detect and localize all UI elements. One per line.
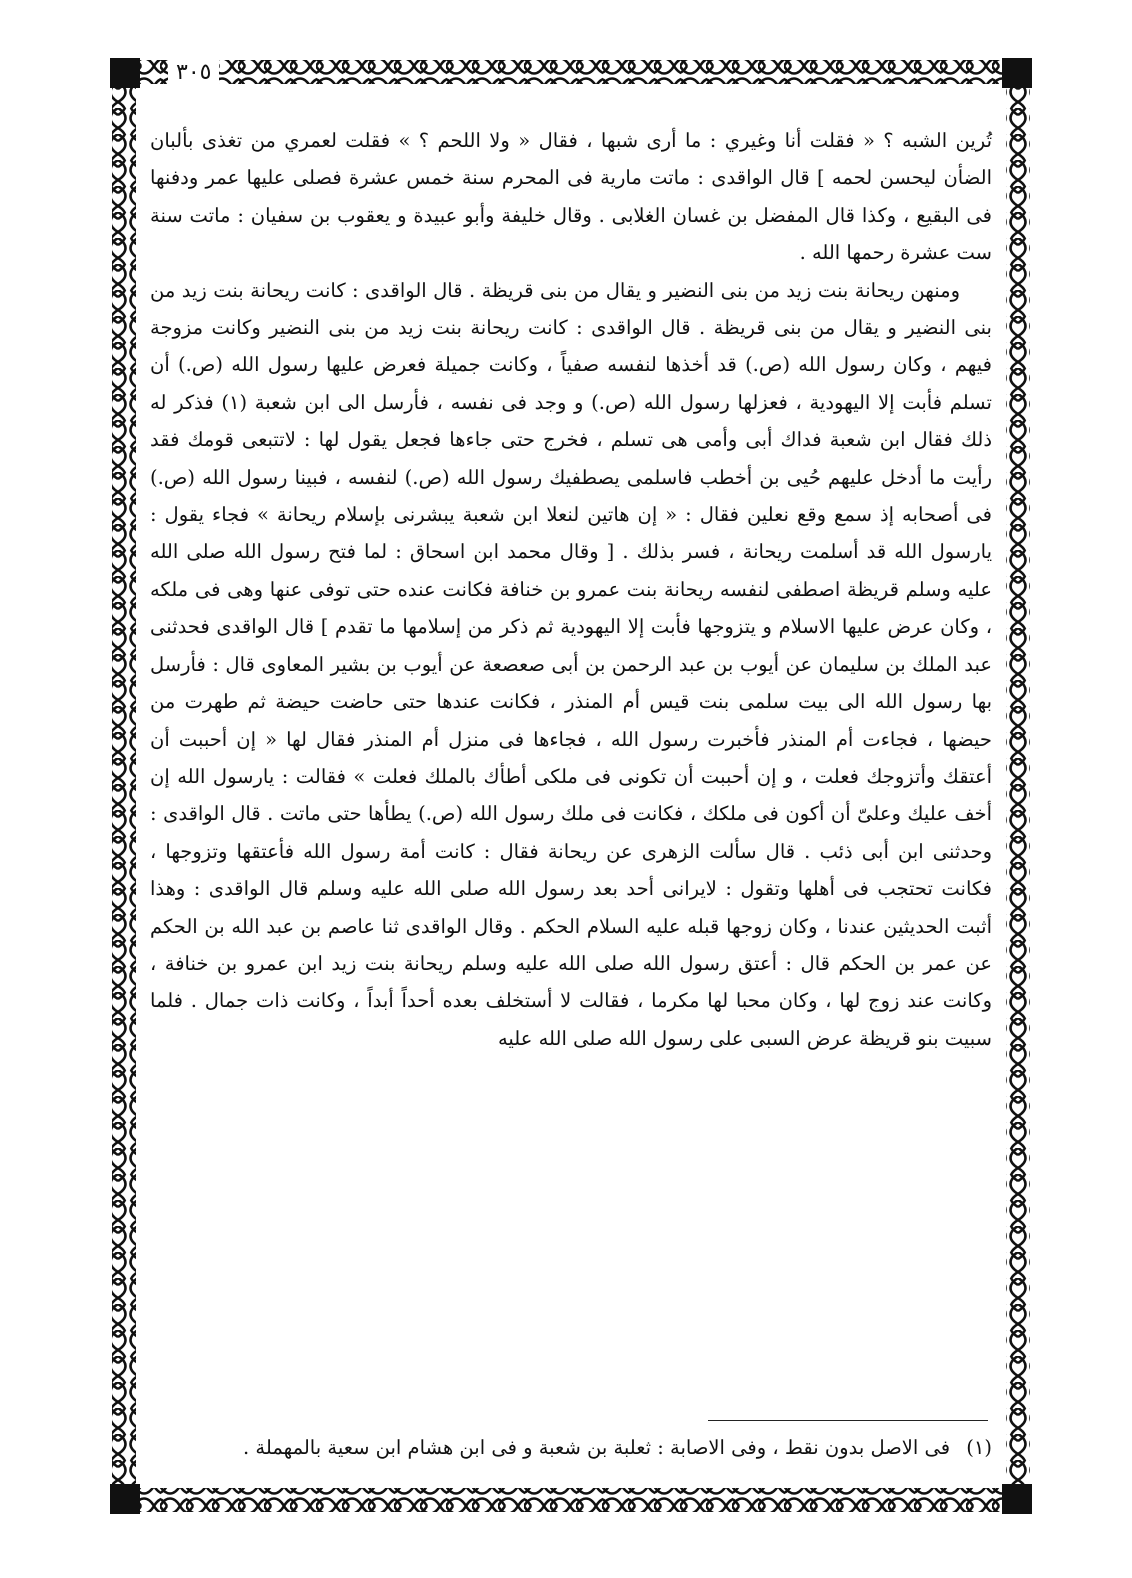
- footnote: [150, 1430, 992, 1466]
- footnote-divider: [708, 1420, 988, 1421]
- page-number: ٣٠٥: [168, 58, 219, 88]
- paragraph: تُرين الشبه ؟ « فقلت أنا وغيري : ما أرى شبها ، فقال « ولا اللحم ؟ » فقلت لعمري من تغذى بألبان الضأن ليحسن لحمه ] قال الواقدى : ماتت مارية فى المحرم سنة خمس عشرة فصلى عليها عمر ودفنها فى البقيع ، وكذا قال المفضل بن غسان الغلابى . وقال خليفة وأبو عبيدة و يعقوب بن سفيان : ماتت سنة ست عشرة رحمها الله .: [150, 129, 992, 265]
- paragraph: ومنهن ريحانة بنت زيد من بنى النضير و يقال من بنى قريظة . قال الواقدى : كانت ريحانة بنت زيد من بنى النضير و يقال من بنى قريظة . قال الواقدى : كانت ريحانة بنت زيد من بنى النضير وكانت مزوجة فيهم ، وكان رسول الله (ص.) قد أخذها لنفسه صفياً ، وكانت جميلة فعرض عليها رسول الله (ص.) أن تسلم فأبت إلا اليهودية ، فعزلها رسول الله (ص.) و وجد فى نفسه ، فأرسل الى ابن شعبة (١) فذكر له ذلك فقال ابن شعبة فداك أبى وأمى هى تسلم ، فخرج حتى جاءها فجعل يقول لها : لاتتبعى قومك فقد رأيت ما أدخل عليهم حُيى بن أخطب فاسلمى يصطفيك رسول الله (ص.) لنفسه ، فبينا رسول الله (ص.) فى أصحابه إذ سمع وقع نعلين فقال : « إن هاتين لنعلا ابن شعبة يبشرنى بإسلام ريحانة » فجاء يقول : يارسول الله قد أسلمت ريحانة ، فسر بذلك . [ وقال محمد ابن اسحاق : لما فتح رسول الله صلى الله عليه وسلم قريظة اصطفى لنفسه ريحانة بنت عمرو بن خنافة فكانت عنده حتى توفى عنها وهى فى ملكه ، وكان عرض عليها الاسلام و يتزوجها فأبت إلا اليهودية ثم ذكر من إسلامها ما تقدم ] قال الواقدى فحدثنى عبد الملك بن سليمان عن أيوب بن عبد الرحمن بن أبى صعصعة عن أيوب بن بشير المعاوى قال : فأرسل بها رسول الله الى بيت سلمى بنت قيس أم المنذر ، فكانت عندها حتى حاضت حيضة ثم طهرت من حيضها ، فجاءت أم المنذر فأخبرت رسول الله ، فجاءها فى منزل أم المنذر فقال لها « إن أحببت أن أعتقك وأتزوجك فعلت ، و إن أحببت أن تكونى فى ملكى أطأك بالملك فعلت » فقالت : يارسول الله إن أخف عليك وعلىّ أن أكون فى ملكك ، فكانت فى ملك رسول الله (ص.) يطأها حتى ماتت . قال الواقدى : وحدثنى ابن أبى ذئب . قال سألت الزهرى عن ريحانة فقال : كانت أمة رسول الله فأعتقها وتزوجها ، فكانت تحتجب فى أهلها وتقول : لايرانى أحد بعد رسول الله صلى الله عليه وسلم قال الواقدى : وهذا أثبت الحديثين عندنا ، وكان زوجها قبله عليه السلام الحكم . وقال الواقدى ثنا عاصم بن عبد الله بن الحكم عن عمر بن الحكم قال : أعتق رسول الله صلى الله عليه وسلم ريحانة بنت زيد ابن عمرو بن خنافة ، وكانت عند زوج لها ، وكان محبا لها مكرما ، فقالت لا أستخلف بعده أحداً أبداً ، وكانت ذات جمال . فلما سبيت بنو قريظة عرض السبى على رسول الله صلى الله عليه: [150, 278, 992, 1050]
- main-text: [150, 122, 992, 1057]
- footnote-marker: (١): [966, 1436, 992, 1459]
- footnote-text: فى الاصل بدون نقط ، وفى الاصابة : ثعلبة بن شعبة و فى ابن هشام ابن سعية بالمهملة .: [243, 1436, 951, 1459]
